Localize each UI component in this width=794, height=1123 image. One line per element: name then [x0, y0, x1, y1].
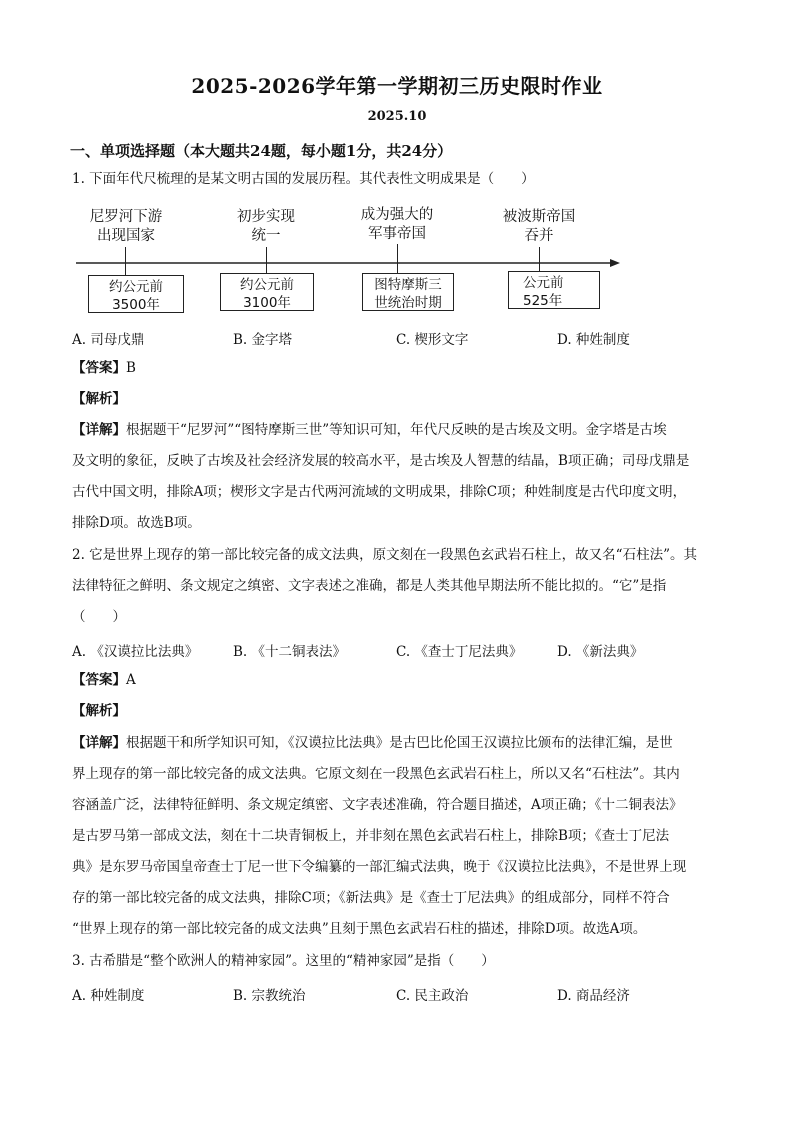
- date-line: 2025.10: [367, 109, 427, 124]
- section-heading: 一、单项选择题（本大题共24题，每小题1分，共24分）: [70, 142, 453, 160]
- timeline-time-1: 约公元前 3500年: [88, 275, 184, 313]
- q2-option-d: D. 《新法典》: [557, 644, 644, 660]
- q2-option-b: B. 《十二铜表法》: [233, 644, 347, 660]
- timeline-event-2: 初步实现 统一: [237, 209, 295, 244]
- answer-tag: 【答案】: [72, 672, 126, 688]
- detail-text: 根据题干和所学知识可知，《汉谟拉比法典》是古巴比伦国王汉谟拉比颁布的法律汇编，是世: [126, 735, 673, 751]
- q1-detail-line-4: 排除D项。故选B项。: [72, 515, 201, 531]
- answer-value: B: [126, 360, 136, 376]
- timeline-tick-2: [266, 247, 267, 273]
- q1-option-b: B. 金字塔: [233, 332, 293, 348]
- q1-analysis-tag: 【解析】: [72, 391, 126, 407]
- q1-detail-line-3: 古代中国文明，排除A项；楔形文字是古代两河流域的文明成果，排除C项；种姓制度是古代印度文明，: [72, 484, 687, 500]
- q2-stem-line-1: 2. 它是世界上现存的第一部比较完备的成文法典，原文刻在一段黑色玄武岩石柱上，故又名“石柱法”。其: [72, 547, 697, 563]
- q2-detail-line-6: 存的第一部比较完备的成文法典，排除C项；《新法典》是《查士丁尼法典》的组成部分，同样不符合: [72, 890, 670, 906]
- timeline-time-4: 公元前 525年: [508, 271, 600, 309]
- q2-detail-line-7: “世界上现存的第一部比较完备的成文法典”且刻于黑色玄武岩石柱的描述，排除D项。故选A项。: [72, 921, 647, 937]
- answer-value: A: [126, 672, 136, 688]
- q2-detail-line-5: 典》是东罗马帝国皇帝查士丁尼一世下令编纂的一部汇编式法典，晚于《汉谟拉比法典》，不是世界上现: [72, 859, 687, 875]
- q1-answer: [72, 359, 136, 377]
- detail-tag: 【详解】: [72, 422, 126, 438]
- q3-stem: 3. 古希腊是“整个欧洲人的精神家园”。这里的“精神家园”是指（ ）: [72, 953, 495, 969]
- q3-option-c: C. 民主政治: [396, 988, 469, 1004]
- q1-option-c: C. 楔形文字: [396, 332, 469, 348]
- q2-answer: [72, 671, 136, 689]
- q2-option-a: A. 《汉谟拉比法典》: [72, 644, 199, 660]
- timeline-tick-3: [397, 244, 398, 273]
- page-title: 2025-2026学年第一学期初三历史限时作业: [191, 74, 603, 98]
- timeline-tick-4: [539, 247, 540, 271]
- q2-option-c: C. 《查士丁尼法典》: [396, 644, 523, 660]
- timeline-event-4: 被波斯帝国 吞并: [502, 209, 576, 244]
- q3-option-d: D. 商品经济: [557, 988, 630, 1004]
- q3-option-b: B. 宗教统治: [233, 988, 306, 1004]
- q3-option-a: A. 种姓制度: [72, 988, 145, 1004]
- timeline-event-3: 成为强大的 军事帝国: [360, 207, 434, 242]
- q1-option-a: A. 司母戊鼎: [72, 332, 145, 348]
- q1-option-d: D. 种姓制度: [557, 332, 630, 348]
- q2-detail-line-4: 是古罗马第一部成文法，刻在十二块青铜板上，并非刻在黑色玄武岩石柱上，排除B项；《查士丁尼法: [72, 828, 670, 844]
- q1-detail-line-2: 及文明的象征，反映了古埃及社会经济发展的较高水平，是古埃及人智慧的结晶，B项正确；司母戊鼎是: [72, 453, 690, 469]
- q2-stem-line-3: （ ）: [72, 609, 126, 625]
- detail-tag: 【详解】: [72, 735, 126, 751]
- timeline-tick-1: [125, 247, 126, 275]
- timeline-time-3: 图特摩斯三 世统治时期: [362, 273, 454, 311]
- q2-detail-line-1: [72, 734, 673, 752]
- q2-stem-line-2: 法律特征之鲜明、条文规定之缜密、文字表述之准确，都是人类其他早期法所不能比拟的。“它”是指: [72, 578, 667, 594]
- timeline-time-2: 约公元前 3100年: [220, 273, 314, 311]
- detail-text: 根据题干“尼罗河”“图特摩斯三世”等知识可知，年代尺反映的是古埃及文明。金字塔是古埃: [126, 422, 667, 438]
- q1-stem: 1. 下面年代尺梳理的是某文明古国的发展历程。其代表性文明成果是（ ）: [72, 171, 535, 187]
- q2-detail-line-2: 界上现存的第一部比较完备的成文法典。它原文刻在一段黑色玄武岩石柱上，所以又名“石柱法”。其内: [72, 766, 680, 782]
- answer-tag: 【答案】: [72, 360, 126, 376]
- timeline-event-1: 尼罗河下游 出现国家: [89, 209, 163, 244]
- q1-detail-line-1: [72, 421, 667, 439]
- q1-timeline: [70, 200, 630, 315]
- q2-detail-line-3: 容涵盖广泛，法律特征鲜明、条文规定缜密、文字表述准确，符合题目描述，A项正确；《十二铜表法》: [72, 797, 683, 813]
- q2-analysis-tag: 【解析】: [72, 703, 126, 719]
